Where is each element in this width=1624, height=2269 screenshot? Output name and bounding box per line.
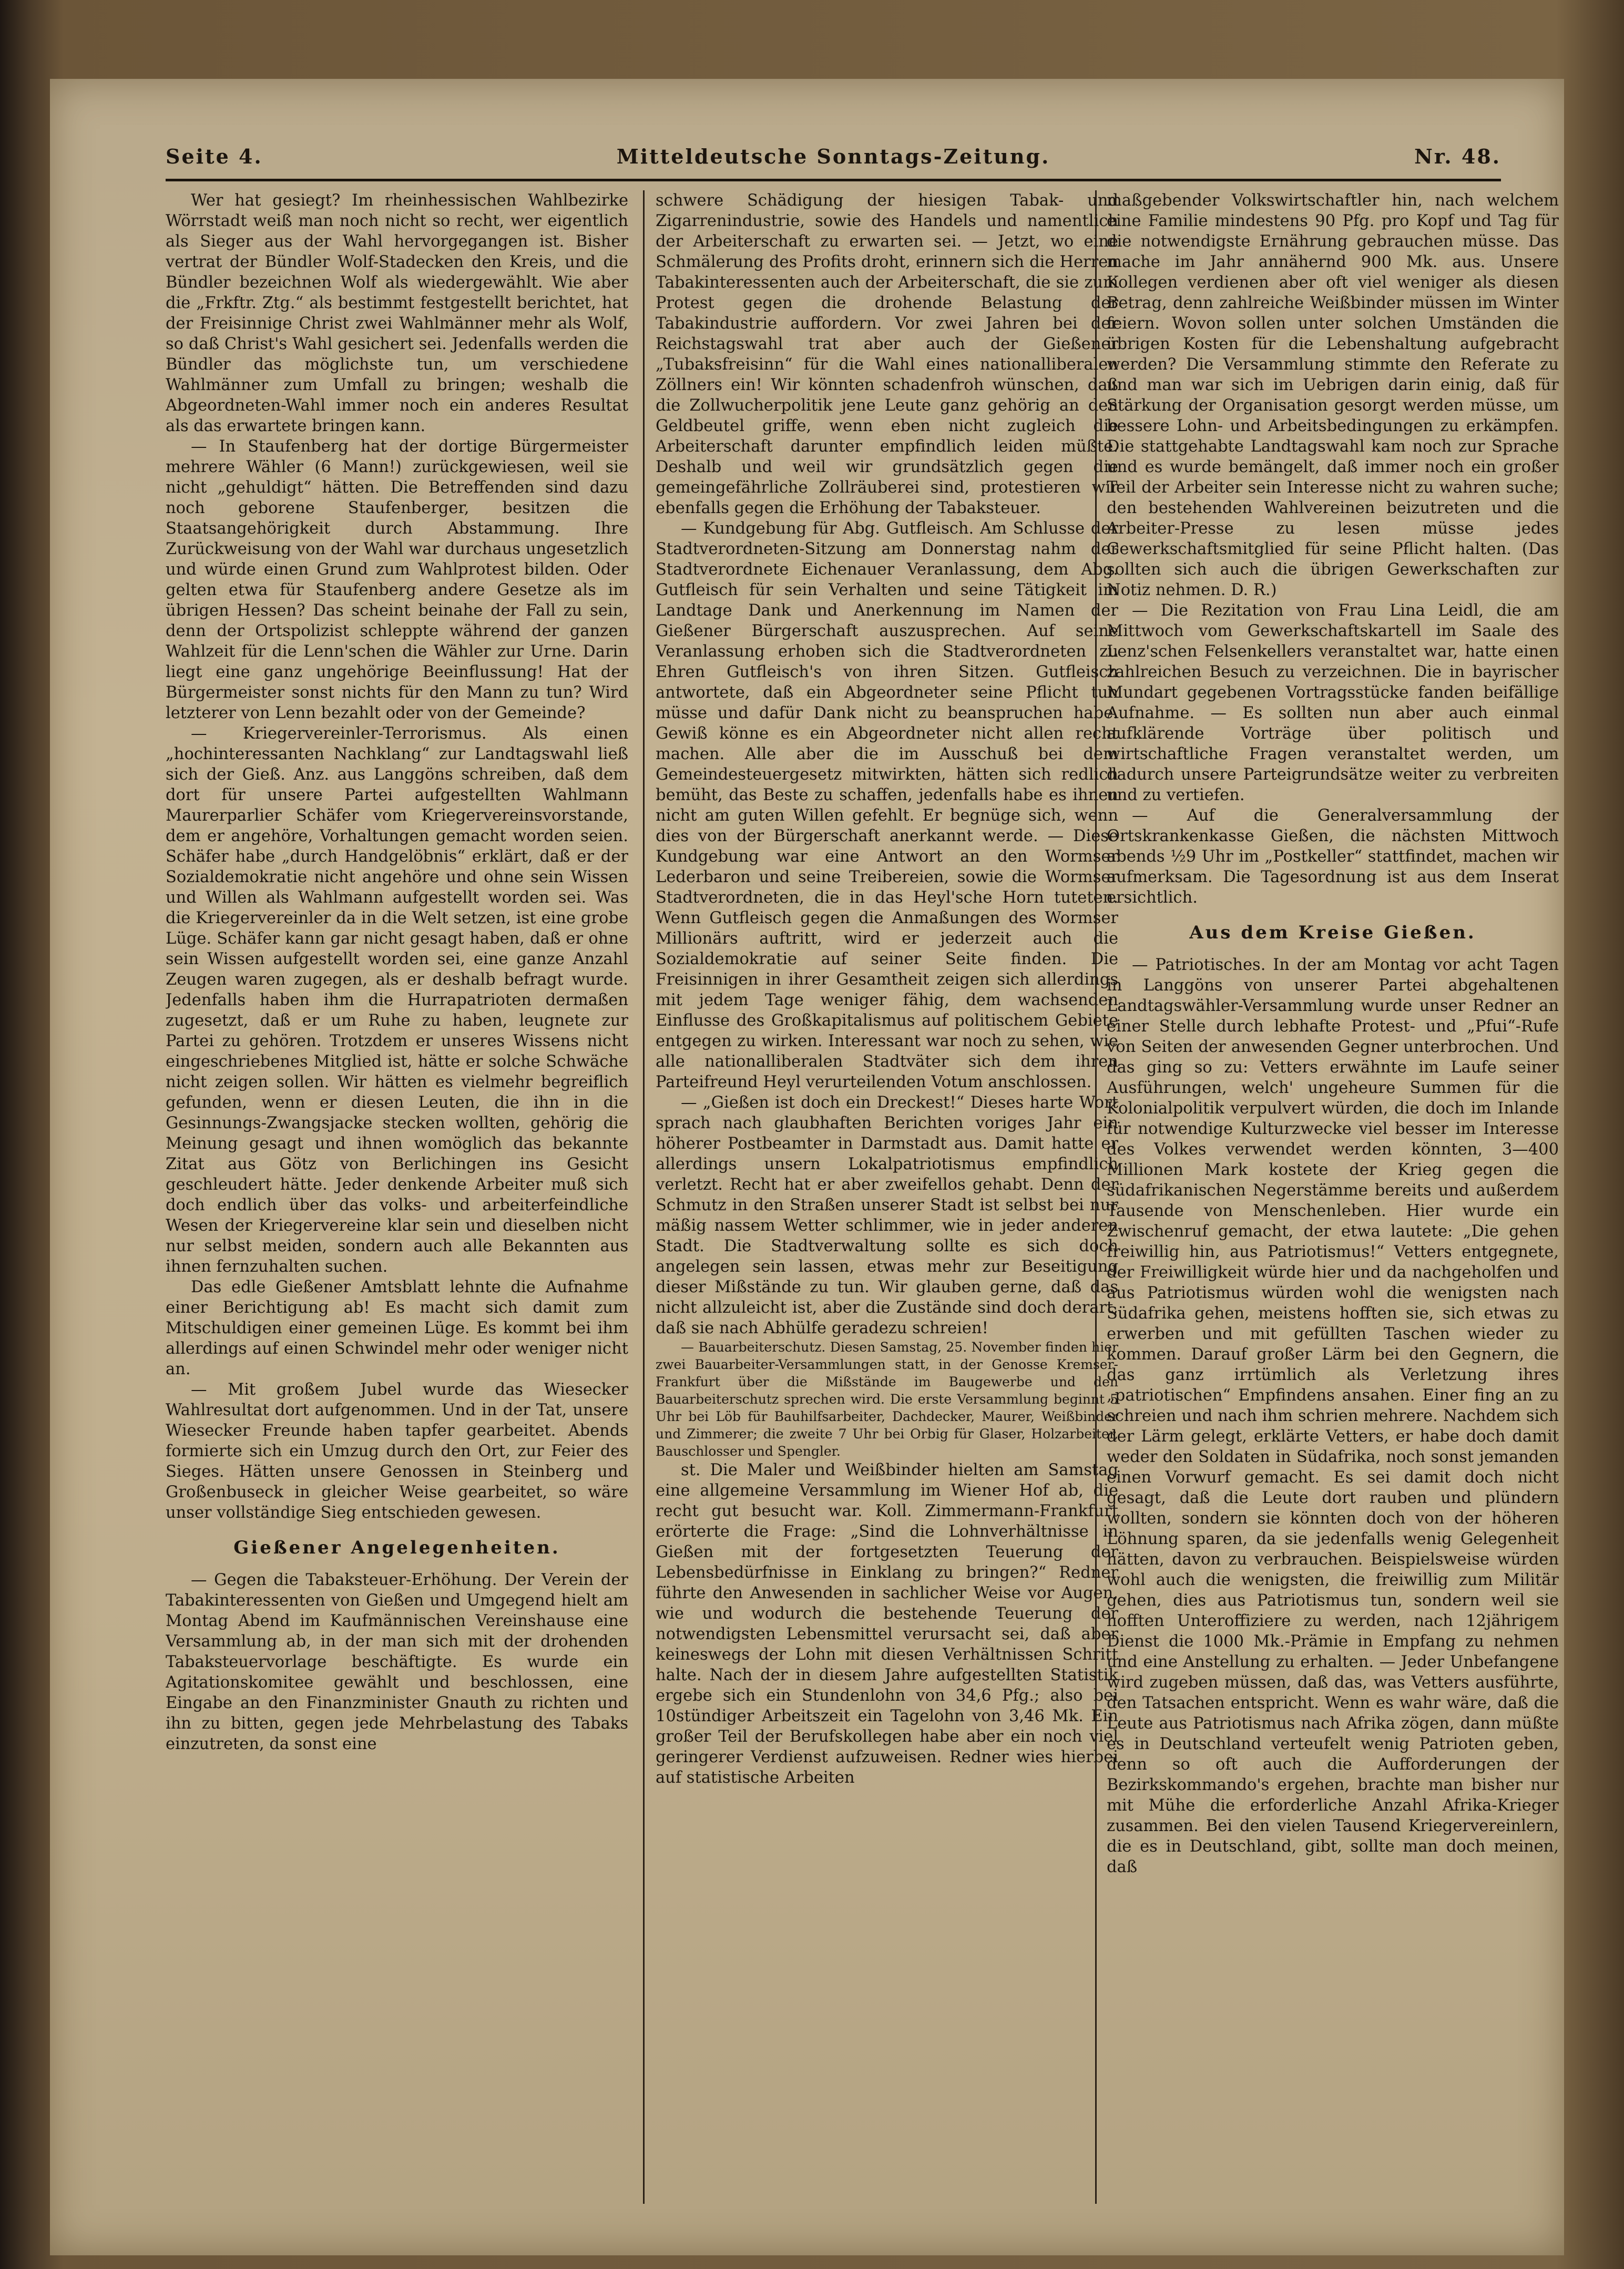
header-rule (166, 179, 1501, 181)
newspaper-title: Mitteldeutsche Sonntags-Zeitung. (616, 145, 1050, 168)
article-paragraph: st. Die Maler und Weißbinder hielten am Samstag eine allgemeine Versammlung im Wiener Hof ab, die recht gut besucht war. Koll. Zimmermann-Frankfurt erörterte die Frage: „Sind die Lohnverhältnisse in Gießen mit der fortgesetzten Teuerung der Lebensbedürfnisse in Einklang zu bringen?“ Redner führte den Anwesenden in sachlicher Weise vor Augen, wie und wodurch die bestehende Teuerung der notwendigsten Lebensmittel verursacht sei, daß aber keineswegs der Lohn mit diesen Verhältnissen Schritt halte. Nach der in diesem Jahre aufgestellten Statistik ergebe sich ein Stundenlohn von 34,6 Pfg.; also bei 10stündiger Arbeitszeit ein Tagelohn von 3,46 Mk. Ein großer Teil der Berufskollegen habe aber ein noch viel geringerer Verdienst aufzuweisen. Redner wies hierbei auf statistische Arbeiten (656, 1461, 1118, 1787)
article-paragraph: Das edle Gießener Amtsblatt lehnte die Aufnahme einer Berichtigung ab! Es macht sich damit zum Mitschuldigen einer gemeinen Lüge. Es kommt bei ihm allerdings auf einen Schwindel mehr oder weniger nicht an. (166, 1278, 628, 1378)
column-rule (643, 190, 645, 2204)
column-2 (656, 190, 1118, 2225)
article-paragraph: — Kundgebung für Abg. Gutfleisch. Am Schlusse der Stadtverordneten-Sitzung am Donnerstag nahm der Stadtverordnete Eichenauer Veranlassung, dem Abg. Gutfleisch für sein Verhalten und seine Tätigkeit im Landtage Dank und Anerkennung im Namen der Gießener Bürgerschaft auszusprechen. Auf seine Veranlassung erhoben sich die Stadtverordneten zu Ehren Gutfleisch's von ihren Sitzen. Gutfleisch antwortete, daß ein Abgeordneter seine Pflicht tun müsse und dafür Dank nicht zu beanspruchen habe. Gewiß könne es ein Abgeordneter nicht allen recht machen. Alle aber die im Ausschuß bei dem Gemeindesteuergesetz mitwirkten, hätten sich redlich bemüht, das Beste zu schaffen, jedenfalls habe es ihnen nicht am guten Willen gefehlt. Er begnüge sich, wenn dies von der Bürgerschaft anerkannt werde. — Diese Kundgebung war eine Antwort an den Wormser Lederbaron und seine Treibereien, sowie die Wormser Stadtverordneten, die in das Heyl'sche Horn tuteten. Wenn Gutfleisch gegen die Anmaßungen des Wormser Millionärs auftritt, wird er jederzeit auch die Sozialdemokratie auf seiner Seite finden. Die Freisinnigen in ihrer Gesamtheit zeigen sich allerdings mit jedem Tage weniger fähig, dem wachsenden Einflusse des Großkapitalismus auf politischem Gebiete entgegen zu wirken. Interessant war noch zu sehen, wie alle nationalliberalen Stadtväter sich dem ihren Parteifreund Heyl verurteilenden Votum anschlossen. (656, 519, 1118, 1091)
article-paragraph: — Die Rezitation von Frau Lina Leidl, die am Mittwoch vom Gewerkschaftskartell im Saale des Lenz'schen Felsenkellers veranstaltet war, hatte einen zahlreichen Besuch zu verzeichnen. Die in bayrischer Mundart gegebenen Vortragsstücke fanden beifällige Aufnahme. — Es sollten nun aber auch einmal aufklärende Vorträge über politisch und wirtschaftliche Fragen veranstaltet werden, um dadurch unsere Parteigrundsätze weiter zu verbreiten und zu vertiefen. (1107, 601, 1559, 804)
article-paragraph: — Auf die Generalversammlung der Ortskrankenkasse Gießen, die nächsten Mittwoch abends ½9 Uhr im „Postkeller“ stattfindet, machen wir aufmerksam. Die Tagesordnung ist aus dem Inserat ersichtlich. (1107, 806, 1559, 907)
column-3 (1107, 190, 1559, 2225)
article-paragraph: — Kriegervereinler-Terrorismus. Als einen „hochinteressanten Nachklang“ zur Landtagswahl ließ sich der Gieß. Anz. aus Langgöns schreiben, daß dem dort für unsere Partei aufgestellten Wahlmann Maurerparlier Schäfer vom Kriegervereinsvorstande, dem er angehöre, Vorhaltungen gemacht worden seien. Schäfer habe „durch Handgelöbnis“ erklärt, daß er der Sozialdemokratie nicht angehöre und ohne sein Wissen und Willen als Wahlmann aufgestellt worden sei. Was die Kriegervereinler da in die Welt setzen, ist eine grobe Lüge. Schäfer kann gar nicht gesagt haben, daß er ohne sein Wissen aufgestellt worden sei, eine ganze Anzahl Zeugen waren zugegen, als er deshalb befragt wurde. Jedenfalls haben ihm die Hurrapatrioten dermaßen zugesetzt, daß er um Ruhe zu haben, leugnete zur Partei zu gehören. Trotzdem er unseres Wissens nicht eingeschriebenes Mitglied ist, hätte er solche Schwäche nicht zeigen sollen. Wir hätten es vielmehr begreiflich gefunden, wenn er diesen Leuten, die ihn in die Gesinnungs-Zwangsjacke stecken wollten, gehörig die Meinung gesagt und ihnen womöglich das bekannte Zitat aus Götz von Berlichingen ins Gesicht geschleudert hätte. Jeder denkende Arbeiter muß sich doch endlich über das volks- und arbeiterfeindliche Wesen der Kriegervereine klar sein und dieselben nicht nur selbst meiden, sondern auch alle Bekannten aus ihnen fernzuhalten suchen. (166, 724, 628, 1276)
article-paragraph: schwere Schädigung der hiesigen Tabak- und Zigarrenindustrie, sowie des Handels und namentlich der Arbeiterschaft zu erwarten sei. — Jetzt, wo eine Schmälerung des Profits droht, erinnern sich die Herren Tabakinteressenten auch der Arbeiterschaft, die sie zum Protest gegen die drohende Belastung der Tabakindustrie auffordern. Vor zwei Jahren bei der Reichstagswahl trat aber auch der Gießener „Tubaksfreisinn“ für die Wahl eines nationalliberalen Zöllners ein! Wir könnten schadenfroh wünschen, daß die Zollwucherpolitik jene Leute ganz gehörig an den Geldbeutel griffe, wenn eben nicht zugleich die Arbeiterschaft darunter empfindlich leiden müßte. Deshalb und weil wir grundsätzlich gegen die gemeingefährliche Zollräuberei sind, protestieren wir ebenfalls gegen die Erhöhung der Tabaksteuer. (656, 191, 1118, 517)
page-number: Seite 4. (166, 145, 263, 168)
section-heading: Gießener Angelegenheiten. (233, 1537, 560, 1558)
article-paragraph: — Patriotisches. In der am Montag vor acht Tagen in Langgöns von unserer Partei abgehaltenen Landtagswähler-Versammlung wurde unser Redner an einer Stelle durch lebhafte Protest- und „Pfui“-Rufe von Seiten der anwesenden Gegner unterbrochen. Und das ging so zu: Vetters erwähnte im Laufe seiner Ausführungen, welch' ungeheure Summen für die Kolonialpolitik verpulvert würden, die doch im Inlande für notwendige Kulturzwecke viel besser im Interesse des Volkes verwendet werden könnten, 3—400 Millionen Mark kostete der Krieg gegen die südafrikanischen Negerstämme bereits und außerdem Tausende von Menschenleben. Hier wurde ein Zwischenruf gemacht, der etwa lautete: „Die gehen freiwillig hin, aus Patriotismus!“ Vetters entgegnete, der Freiwilligkeit würde hier und da nachgeholfen und aus Patriotismus würden wohl die wenigsten nach Südafrika gehen, meistens hofften sie, sich etwas zu erwerben und mit gefüllten Taschen wieder zu kommen. Darauf großer Lärm bei den Gegnern, die das ganz irrtümlich als Verletzung ihres „patriotischen“ Empfindens ansahen. Einer fing an zu schreien und nach ihm schrien mehrere. Nachdem sich der Lärm gelegt, erklärte Vetters, er habe doch damit weder den Soldaten in Südafrika, noch sonst jemanden einen Vorwurf gemacht. Es sei damit doch nicht gesagt, daß die Leute dort rauben und plündern wollten, sondern sie könnten doch von der höheren Löhnung sparen, da sie jedenfalls wenig Gelegenheit hätten, davon zu verbrauchen. Beispielsweise würden wohl auch die wenigsten, die freiwillig zum Militär gehen, dies aus Patriotismus tun, sondern weil sie hofften Unteroffiziere zu werden, nach 12jährigem Dienst die 1000 Mk.-Prämie in Empfang zu nehmen und eine Anstellung zu erhalten. — Jeder Unbefangene wird zugeben müssen, daß das, was Vetters ausführte, den Tatsachen entspricht. Wenn es wahr wäre, daß die Leute aus Patriotismus nach Afrika zögen, dann müßte es in Deutschland verteufelt wenig Patrioten geben, denn so oft auch die Aufforderungen der Bezirkskommando's ergehen, brachte man bisher nur mit Mühe die erforderliche Anzahl Afrika-Krieger zusammen. Bei den vielen Tausend Kriegervereinlern, die es in Deutschland, gibt, sollte man doch meinen, daß (1107, 956, 1559, 1876)
article-paragraph: — Mit großem Jubel wurde das Wiesecker Wahlresultat dort aufgenommen. Und in der Tat, unsere Wiesecker Freunde haben tapfer gearbeitet. Abends formierte sich ein Umzug durch den Ort, zur Feier des Sieges. Hätten unsere Genossen in Steinberg und Großenbuseck in gleicher Weise gearbeitet, so wäre unser vollständige Sieg entschieden gewesen. (166, 1381, 628, 1522)
issue-number: Nr. 48. (1414, 145, 1501, 168)
article-paragraph: — In Staufenberg hat der dortige Bürgermeister mehrere Wähler (6 Mann!) zurückgewiesen, weil sie nicht „gehuldigt“ hätten. Die Betreffenden sind dazu noch geborene Staufenberger, besitzen die Staatsangehörigkeit durch Abstammung. Ihre Zurückweisung von der Wahl war durchaus ungesetzlich und würde einen Grund zum Wahlprotest bilden. Oder gelten etwa für Staufenberg andere Gesetze als im übrigen Hessen? Das scheint beinahe der Fall zu sein, denn der Ortspolizist schleppte während der ganzen Wahlzeit für die Lenn'schen die Wähler zur Urne. Darin liegt eine ganz ungehörige Beeinflussung! Hat der Bürgermeister sonst nichts für den Mann zu tun? Wird letzterer von Lenn bezahlt oder von der Gemeinde? (166, 437, 628, 722)
article-paragraph: Wer hat gesiegt? Im rheinhessischen Wahlbezirke Wörrstadt weiß man noch nicht so recht, wer eigentlich als Sieger aus der Wahl hervorgegangen ist. Bisher vertrat der Bündler Wolf-Stadecken den Kreis, und die Bündler bezeichnen Wolf als wiedergewählt. Wie aber die „Frkftr. Ztg.“ als bestimmt festgestellt berichtet, hat der Freisinnige Christ zwei Wahlmänner mehr als Wolf, so daß Christ's Wahl gesichert sei. Jedenfalls werden die Bündler das möglichste tun, um verschiedene Wahlmänner zum Umfall zu bringen; weshalb die Abgeordneten-Wahl immer noch ein anderes Resultat als das erwartete bringen kann. (166, 191, 628, 435)
section-heading: Aus dem Kreise Gießen. (1189, 922, 1476, 943)
newspaper-page (50, 79, 1564, 2255)
article-paragraph: — „Gießen ist doch ein Dreckest!“ Dieses harte Wort sprach nach glaubhaften Berichten voriges Jahr ein höherer Postbeamter in Darmstadt aus. Damit hatte er allerdings unsern Lokalpatriotismus empfindlich verletzt. Recht hat er aber zweifellos gehabt. Denn der Schmutz in den Straßen unserer Stadt ist selbst bei nur mäßig nassem Wetter schlimmer, wie in jeder anderen Stadt. Die Stadtverwaltung sollte es sich doch angelegen sein lassen, etwas mehr zur Beseitigung dieser Mißstände zu tun. Wir glauben gerne, daß das nicht allzuleicht ist, aber die Zustände sind doch derart, daß sie nach Abhülfe geradezu schreien! (656, 1093, 1118, 1337)
article-paragraph: — Gegen die Tabaksteuer-Erhöhung. Der Verein der Tabakinteressenten von Gießen und Umgegend hielt am Montag Abend im Kaufmännischen Vereinshause eine Versammlung ab, in der man sich mit der drohenden Tabaksteuervorlage beschäftigte. Es wurde ein Agitationskomitee gewählt und beschlossen, eine Eingabe an den Finanzminister Gnauth zu richten und ihn zu bitten, gegen jede Mehrbelastung des Tabaks einzutreten, da sonst eine (166, 1571, 628, 1753)
article-paragraph: maßgebender Volkswirtschaftler hin, nach welchem eine Familie mindestens 90 Pfg. pro Kopf und Tag für die notwendigste Ernährung gebrauchen müsse. Das mache im Jahr annähernd 900 Mk. aus. Unsere Kollegen verdienen aber oft viel weniger als diesen Betrag, denn zahlreiche Weißbinder müssen im Winter feiern. Wovon sollen unter solchen Umständen die übrigen Kosten für die Lebenshaltung aufgebracht werden? Die Versammlung stimmte den Referate zu und man war sich im Uebrigen darin einig, daß für Stärkung der Organisation gesorgt werden müsse, um bessere Lohn- und Arbeitsbedingungen zu erkämpfen. Die stattgehabte Landtagswahl kam noch zur Sprache und es wurde bemängelt, daß immer noch ein großer Teil der Arbeiter sein Interesse nicht zu wahren suche; den bestehenden Wahlvereinen beizutreten und die Arbeiter-Presse zu lesen müsse jedes Gewerkschaftsmitglied für seine Pflicht halten. (Das sollten sich auch die übrigen Gewerkschaften zur Notiz nehmen. D. R.) (1107, 191, 1559, 599)
notice-paragraph: — Bauarbeiterschutz. Diesen Samstag, 25. November finden hier zwei Bauarbeiter-Versammlungen statt, in der Genosse Kremser-Frankfurt über die Mißstände im Baugewerbe und den Bauarbeiterschutz sprechen wird. Die erste Versammlung beginnt 5 Uhr bei Löb für Bauhilfsarbeiter, Dachdecker, Maurer, Weißbinder und Zimmerer; die zweite 7 Uhr bei Orbig für Glaser, Holzarbeiter, Bauschlosser und Spengler. (656, 1340, 1118, 1459)
column-1 (166, 190, 628, 2225)
